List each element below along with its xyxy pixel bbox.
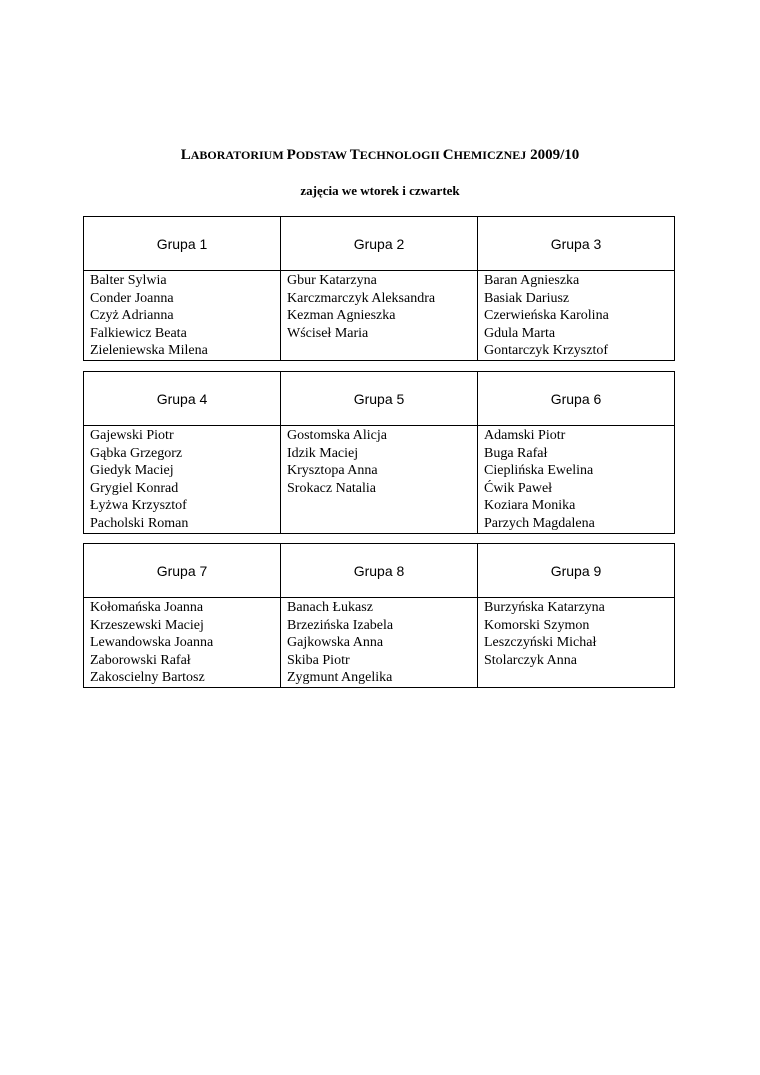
member-name: Kołomańska Joanna [90,600,204,615]
member-name: Conder Joanna [90,290,174,306]
page-subtitle: zajęcia we wtorek i czwartek [300,183,460,198]
title-year: 2009/10 [526,147,580,163]
member-name: Krysztopa Anna [287,463,378,479]
group-header: Grupa 6 [478,372,675,426]
member-name: Gajewski Piotr [90,428,174,443]
group-table-3 [83,543,675,688]
member-name: Srokacz Natalia [287,480,377,496]
group-members [84,598,281,688]
member-name: Gontarczyk Krzysztof [484,343,609,359]
member-name: Grygiel Konrad [90,480,179,496]
member-name: Skiba Piotr [287,652,350,668]
group-members [478,426,675,534]
group-header: Grupa 5 [281,372,478,426]
member-name: Czerwieńska Karolina [484,308,609,324]
group-table-1 [83,216,675,361]
title-initial: T [349,147,360,163]
member-name: Parzych Magdalena [484,515,595,531]
member-name: Falkiewicz Beata [90,325,187,341]
member-name: Gbur Katarzyna [287,273,377,288]
title-word: ECHNOLOGII [359,148,443,162]
member-name: Zakoscielny Bartosz [90,670,205,686]
member-name: Giedyk Maciej [90,463,174,479]
member-name: Brzezińska Izabela [287,617,394,633]
title-initial: C [442,147,454,163]
member-name: Koziara Monika [484,498,576,514]
group-header: Grupa 8 [281,544,478,598]
group-table-2 [83,371,675,534]
member-name: Gostomska Alicja [287,428,387,443]
member-name: Basiak Dariusz [484,290,570,306]
group-members [84,271,281,361]
member-name: Gajkowska Anna [287,635,384,651]
member-name: Buga Rafał [484,445,548,461]
member-name: Baran Agnieszka [484,273,580,288]
group-header: Grupa 1 [84,217,281,271]
group-members [281,271,478,361]
group-members [478,271,675,361]
member-name: Łyżwa Krzysztof [90,498,187,514]
group-header: Grupa 9 [478,544,675,598]
member-name: Stolarczyk Anna [484,652,577,668]
group-header: Grupa 2 [281,217,478,271]
member-name: Zieleniewska Milena [90,343,208,359]
group-members [84,426,281,534]
member-name: Balter Sylwia [90,273,167,288]
title-initial: L [180,147,191,163]
title-word: HEMICZNEJ [453,148,527,162]
member-name: Kezman Agnieszka [287,308,396,324]
member-name: Czyż Adrianna [90,308,174,324]
member-name: Zygmunt Angelika [287,670,393,686]
group-header: Grupa 3 [478,217,675,271]
title-initial: P [286,147,296,163]
member-name: Krzeszewski Maciej [90,617,204,633]
member-name: Zaborowski Rafał [90,652,191,668]
page-title [0,146,760,165]
member-name: Lewandowska Joanna [90,635,214,651]
member-name: Pacholski Roman [90,515,189,531]
title-word: ODSTAW [295,148,350,162]
member-name: Idzik Maciej [287,445,359,461]
title-word: ABORATORIUM [190,148,287,162]
group-members [281,598,478,688]
group-header: Grupa 7 [84,544,281,598]
group-members [281,426,478,534]
member-name: Cieplińska Ewelina [484,463,594,479]
member-name: Ćwik Paweł [484,480,553,496]
member-name: Banach Łukasz [287,600,373,615]
member-name: Burzyńska Katarzyna [484,600,605,615]
member-name: Karczmarczyk Aleksandra [287,290,436,306]
member-name: Gąbka Grzegorz [90,445,183,461]
group-header: Grupa 4 [84,372,281,426]
member-name: Adamski Piotr [484,428,566,443]
member-name: Leszczyński Michał [484,635,597,651]
member-name: Wściseł Maria [287,325,369,341]
member-name: Gdula Marta [484,325,556,341]
member-name: Komorski Szymon [484,617,590,633]
group-members [478,598,675,688]
